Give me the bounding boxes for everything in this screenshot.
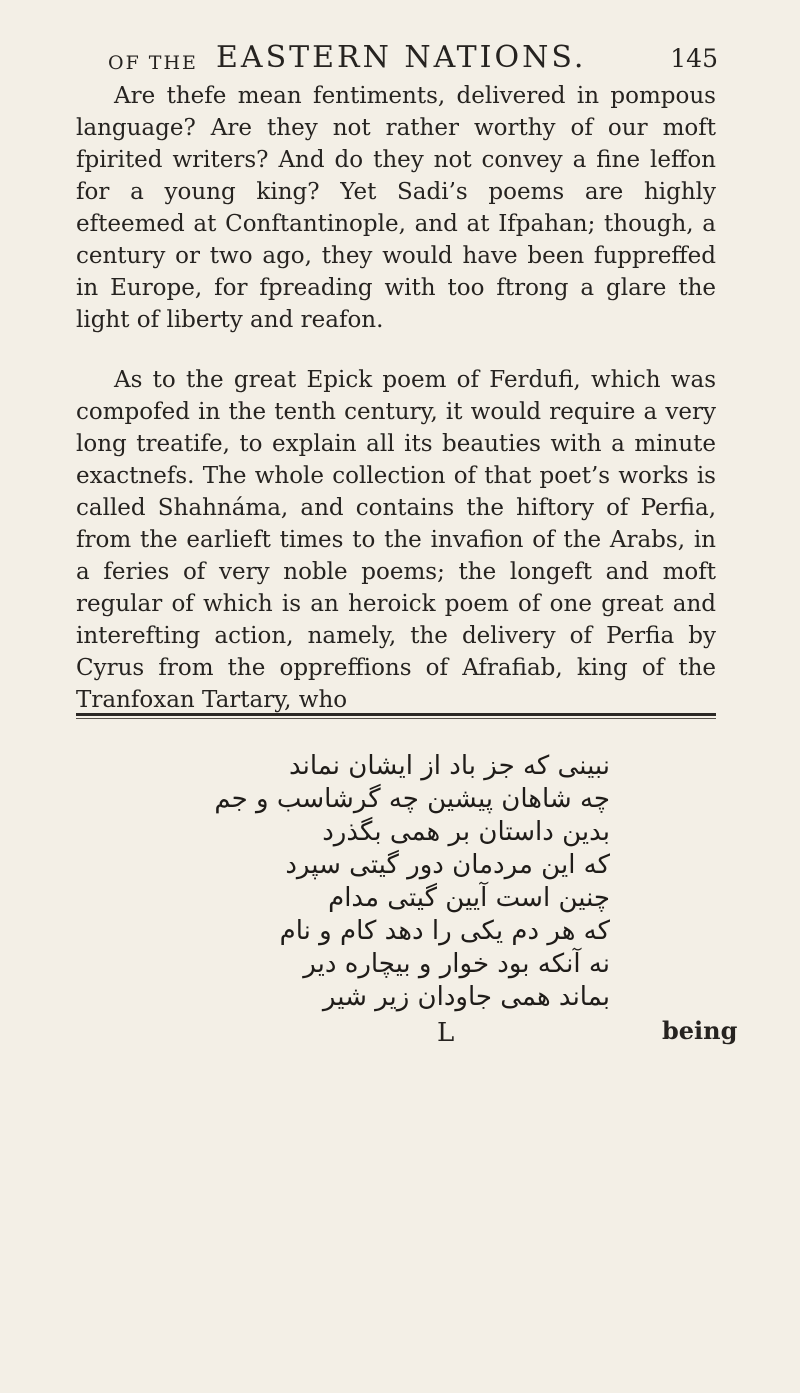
persian-line: که هر دم یکی را دهد کام و نام	[279, 916, 610, 946]
section-rule-thin	[76, 718, 716, 719]
paragraph-2: As to the great Epick poem of Ferdufi, which was compofed in the tenth century, it would require a very long treatife, to explain all its beauties with a minute exactnefs. The whole collection of that poet’s works is called Shahnáma, and contains the hiftory of Perfia, from the earlieft times to the invafion of the Arabs, in a feries of very noble poems; the longeft and moft regular of which is an heroick poem of one great and interefting action, namely, the delivery of Perfia by Cyrus from the oppreffions of Afrafiab, king of the Tranfoxan Tartary, who	[76, 367, 716, 713]
signature-mark: L	[437, 1018, 455, 1048]
section-rule	[76, 713, 716, 716]
persian-line: نه آنکه بود خوار و بیچاره دیر	[303, 949, 610, 979]
running-head-prefix: OF THE	[108, 52, 198, 74]
persian-line: که این مردمان دور گیتی سپرد	[285, 850, 610, 880]
paragraph-1: Are thefe mean fentiments, delivered in pompous language? Are they not rather worthy of our moft fpirited writers? And do they not convey a fine leffon for a young king? Yet Sadi’s poems are highly efteemed at Conftantinople, and at Ifpahan; though, a century or two ago, they would have been fuppreffed in Europe, for fpreading with too ftrong a glare the light of liberty and reafon.	[76, 83, 716, 333]
page-number: 145	[670, 44, 718, 73]
running-head	[108, 34, 718, 78]
persian-line: چه شاهان پیشین چه گرشاسب و جم	[214, 784, 610, 814]
catchword: being	[662, 1016, 738, 1045]
body-text	[76, 80, 716, 716]
persian-line: چنین است آیین گیتی مدام	[328, 883, 610, 913]
persian-line: نبینی که جز باد از ایشان نماند	[288, 751, 610, 781]
running-head-title: EASTERN NATIONS.	[216, 40, 587, 75]
persian-verse-block	[180, 750, 610, 1014]
persian-line: بدین داستان بر همی بگذرد	[322, 817, 610, 847]
persian-line: بماند همی جاودان زیر شیر	[322, 982, 610, 1012]
